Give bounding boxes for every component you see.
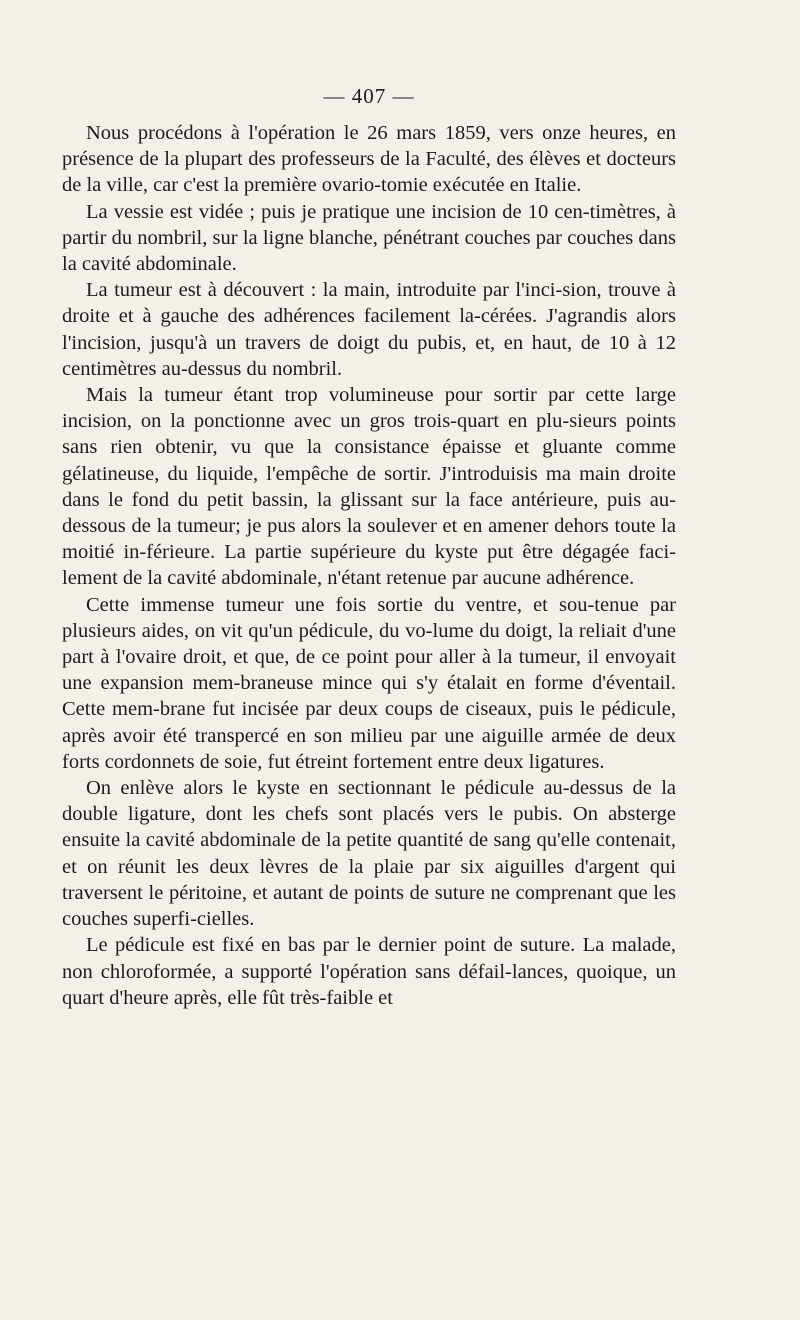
paragraph-pedicle-fixed: Le pédicule est fixé en bas par le dernier point de suture. La malade, non chloroformée, a supporté l'opération sans défail-lances, quoique, un quart d'heure après, elle fût très-faible et [62, 934, 676, 1009]
page-number: — 407 — [323, 84, 415, 108]
paragraph-operation-date: Nous procédons à l'opération le 26 mars 1859, vers onze heures, en présence de la plupart des professeurs de la Faculté, des élèves et docteurs de la ville, car c'est la première ovario-tomie exécutée en Italie. [62, 122, 676, 197]
paragraph-cyst-removal: On enlève alors le kyste en sectionnant le pédicule au-dessus de la double ligature, dont les chefs sont placés vers le pubis. On absterge ensuite la cavité abdominale de la petite quantité de sang qu'elle contenait, et on réunit les deux lèvres de la plaie par six aiguilles d'argent qui traversent le péritoine, et autant de points de suture ne comprenant que les couches superfi-cielles. [62, 777, 676, 931]
paragraph-tumor-extraction: Mais la tumeur étant trop volumineuse pour sortir par cette large incision, on la ponctionne avec un gros trois-quart en plu-sieurs points sans rien obtenir, vu que la consistance épaisse et gluante comme gélatineuse, du liquide, l'empêche de sortir. J'introduisis ma main droite dans le fond du petit bassin, la glissant sur la face antérieure, puis au-dessous de la tumeur; je pus alors la soulever et en amener dehors toute la moitié in-férieure. La partie supérieure du kyste put être dégagée faci-lement de la cavité abdominale, n'étant retenue par aucune adhérence. [62, 384, 676, 590]
paragraph-tumor-exposed: La tumeur est à découvert : la main, introduite par l'inci-sion, trouve à droite et à gauche des adhérences facilement la-cérées. J'agrandis alors l'incision, jusqu'à un travers de doigt du pubis, et, en haut, de 10 à 12 centimètres au-dessus du nombril. [62, 279, 676, 380]
paragraph-pedicle-ligature: Cette immense tumeur une fois sortie du ventre, et sou-tenue par plusieurs aides, on vit qu'un pédicule, du vo-lume du doigt, la reliait d'une part à l'ovaire droit, et que, de ce point pour aller à la tumeur, il envoyait une expansion mem-braneuse mince qui s'y étalait en forme d'éventail. Cette mem-brane fut incisée par deux coups de ciseaux, puis le pédicule, après avoir été transpercé en son milieu par une aiguille armée de deux forts cordonnets de soie, fut étreint fortement entre deux ligatures. [62, 593, 676, 773]
paragraph-incision: La vessie est vidée ; puis je pratique une incision de 10 cen-timètres, à partir du nombril, sur la ligne blanche, pénétrant couches par couches dans la cavité abdominale. [62, 200, 676, 276]
